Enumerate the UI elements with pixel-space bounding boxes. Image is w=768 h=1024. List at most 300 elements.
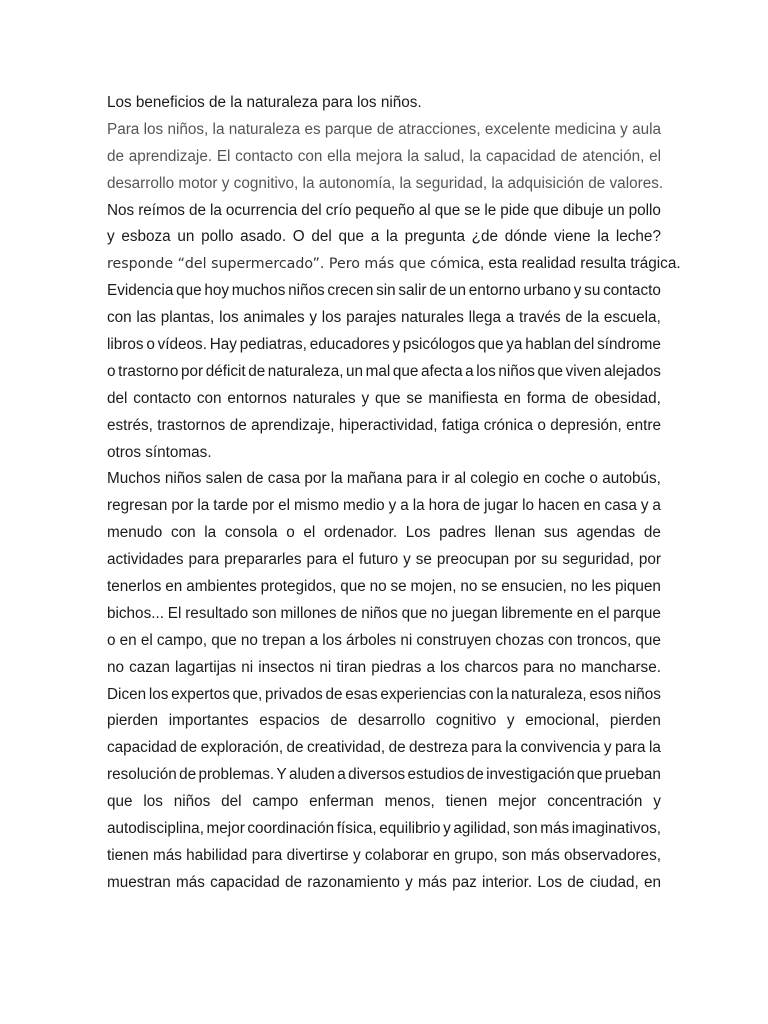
- word: para: [306, 551, 338, 569]
- word: parque: [613, 604, 661, 622]
- word: protegidos,: [260, 578, 337, 596]
- text-line: [107, 520, 661, 547]
- word: prepararles: [224, 551, 302, 569]
- word: el: [140, 631, 153, 649]
- word: son: [501, 846, 527, 864]
- word: de: [376, 120, 394, 138]
- word: hablan: [525, 336, 572, 354]
- word: enferman: [309, 793, 374, 811]
- word: razonamiento: [307, 873, 400, 891]
- word: mojen,: [410, 578, 457, 596]
- word: coordinación: [247, 820, 335, 838]
- word: salir: [398, 282, 427, 300]
- word: pequeño: [355, 201, 415, 219]
- word: a: [426, 658, 435, 676]
- word: ambientes: [186, 578, 257, 596]
- word: llenan: [494, 524, 536, 542]
- word: grupo,: [454, 846, 498, 864]
- word: su: [584, 282, 601, 300]
- word: Nos: [107, 201, 135, 219]
- word: y: [107, 228, 115, 246]
- word: a: [400, 497, 409, 515]
- word: trastornos: [157, 416, 226, 434]
- word: de: [180, 739, 198, 757]
- word: prueban: [604, 766, 661, 784]
- word: déficit: [205, 362, 246, 380]
- word: capacidad: [210, 873, 280, 891]
- word: se: [464, 201, 481, 219]
- word: sin: [376, 282, 396, 300]
- word: piedras: [371, 658, 422, 676]
- word: más: [530, 846, 560, 864]
- word: el: [597, 604, 610, 622]
- word: en: [523, 470, 541, 488]
- word: los: [321, 309, 342, 327]
- text-line: [107, 789, 661, 816]
- text-segment: ica, esta realidad resulta trágica.: [460, 255, 681, 273]
- word: niños: [361, 604, 398, 622]
- word: atención,: [582, 147, 645, 165]
- word: bichos...: [107, 604, 164, 622]
- word: los: [143, 793, 163, 811]
- word: investigación: [486, 766, 575, 784]
- word: ni: [241, 658, 254, 676]
- word: autobús,: [602, 470, 661, 488]
- text-line: [107, 305, 661, 332]
- word: que: [434, 201, 461, 219]
- word: leche?: [615, 228, 661, 246]
- word: al: [418, 201, 431, 219]
- text-line: [107, 198, 661, 225]
- word: excelente: [484, 120, 551, 138]
- word: de: [246, 470, 264, 488]
- word: O: [292, 228, 305, 246]
- word: hoy: [204, 282, 230, 300]
- word: y: [620, 120, 628, 138]
- word: Evidencia: [107, 282, 174, 300]
- text-line: [107, 117, 661, 144]
- word: del: [301, 201, 322, 219]
- word: estudios: [407, 766, 465, 784]
- word: futuro: [358, 551, 399, 569]
- word: coche: [544, 470, 586, 488]
- word: el: [278, 497, 291, 515]
- word: para: [523, 658, 554, 676]
- word: imaginativos,: [571, 820, 661, 838]
- word: problemas.: [198, 766, 275, 784]
- word: que: [635, 631, 661, 649]
- word: del: [573, 336, 595, 354]
- word: agendas: [576, 524, 636, 542]
- word: la: [496, 685, 509, 703]
- word: jugar: [484, 497, 519, 515]
- word: mejor: [498, 793, 537, 811]
- word: ensucien,: [501, 578, 567, 596]
- word: de: [188, 201, 206, 219]
- text-line: [107, 144, 661, 171]
- word: reímos: [138, 201, 185, 219]
- word: pollo: [201, 228, 234, 246]
- word: de: [565, 309, 583, 327]
- word: la: [209, 201, 222, 219]
- word: le: [484, 201, 497, 219]
- word: experiencias: [380, 685, 467, 703]
- word: ciudad,: [589, 873, 639, 891]
- word: que: [533, 201, 559, 219]
- word: aprendizaje,: [251, 416, 335, 434]
- word: de: [567, 873, 585, 891]
- word: tenerlos: [107, 578, 162, 596]
- word: muestran: [107, 873, 171, 891]
- word: privados: [265, 685, 323, 703]
- word: para: [471, 739, 502, 757]
- word: la: [385, 228, 398, 246]
- word: ocurrencia: [225, 201, 298, 219]
- word: de: [388, 739, 406, 757]
- word: dibuje: [562, 201, 604, 219]
- word: niños,: [167, 120, 209, 138]
- text-line: [107, 278, 661, 305]
- word: millones: [280, 604, 337, 622]
- word: salen: [205, 470, 243, 488]
- word: ¿de: [471, 228, 499, 246]
- word: afecta: [420, 362, 463, 380]
- word: más: [418, 873, 447, 891]
- word: pediatras,: [239, 336, 307, 354]
- word: y: [309, 309, 317, 327]
- word: y: [405, 873, 413, 891]
- word: y: [361, 389, 370, 407]
- word: El: [216, 147, 231, 165]
- word: padres: [439, 524, 486, 542]
- word: ir: [441, 470, 450, 488]
- word: colaborar: [364, 846, 429, 864]
- word: lo: [522, 497, 534, 515]
- word: les: [591, 578, 612, 596]
- word: de: [330, 712, 348, 730]
- word: menos,: [384, 793, 435, 811]
- word: tiran: [336, 658, 367, 676]
- word: importantes: [168, 712, 249, 730]
- word: educadores: [309, 336, 390, 354]
- word: o: [286, 524, 295, 542]
- word: convivencia: [520, 739, 601, 757]
- word: colegio: [470, 470, 519, 488]
- word: son: [512, 820, 538, 838]
- word: sus: [544, 524, 568, 542]
- word: a: [309, 631, 319, 649]
- word: que,: [232, 685, 263, 703]
- word: y: [506, 712, 515, 730]
- word: concentración: [547, 793, 643, 811]
- word: paz: [452, 873, 477, 891]
- word: y: [388, 497, 397, 515]
- text-line: [107, 359, 661, 386]
- word: que: [537, 362, 564, 380]
- text-line: [107, 574, 661, 601]
- word: se: [406, 389, 423, 407]
- word: con: [170, 524, 196, 542]
- word: esas: [345, 685, 378, 703]
- word: trastorno: [118, 362, 179, 380]
- word: urbano: [523, 282, 572, 300]
- word: esos: [589, 685, 622, 703]
- word: de: [285, 873, 303, 891]
- word: física,: [336, 820, 377, 838]
- word: tarde: [213, 497, 249, 515]
- word: forma: [526, 389, 566, 407]
- word: través: [519, 309, 561, 327]
- word: a: [465, 362, 474, 380]
- text-line: [107, 601, 661, 628]
- word: del: [221, 793, 242, 811]
- word: o: [537, 416, 546, 434]
- word: y: [352, 846, 361, 864]
- word: mejora: [355, 147, 403, 165]
- word: viven: [565, 362, 602, 380]
- word: que: [211, 631, 237, 649]
- word: campo: [252, 793, 299, 811]
- word: mejor: [206, 820, 245, 838]
- word: más: [152, 846, 182, 864]
- word: se: [390, 578, 407, 596]
- word: de: [248, 362, 266, 380]
- word: la: [597, 228, 610, 246]
- word: depresión,: [550, 416, 622, 434]
- word: y: [653, 793, 661, 811]
- text-segment: responde “del supermercado”. Pero más que cóm: [107, 256, 461, 273]
- word: diversos: [348, 766, 406, 784]
- word: por: [181, 362, 204, 380]
- word: que: [107, 793, 133, 811]
- word: de: [571, 389, 589, 407]
- word: chozas: [495, 631, 544, 649]
- word: pregunta: [404, 228, 465, 246]
- word: un: [177, 228, 195, 246]
- word: se: [415, 551, 432, 569]
- word: de: [340, 604, 358, 622]
- word: que: [375, 389, 401, 407]
- word: a: [337, 766, 346, 784]
- text-line: desarrollo motor y cognitivo, la autonomía, la seguridad, la adquisición de valores.: [107, 174, 664, 192]
- word: no: [369, 578, 387, 596]
- word: hiperactividad,: [338, 416, 438, 434]
- word: el: [303, 524, 316, 542]
- word: el: [342, 551, 354, 569]
- word: Los: [405, 524, 431, 542]
- word: al: [454, 470, 467, 488]
- word: ni: [400, 631, 413, 649]
- word: entre: [626, 416, 661, 434]
- word: los: [322, 631, 342, 649]
- word: piquen: [614, 578, 661, 596]
- word: para: [188, 551, 220, 569]
- word: la: [197, 497, 210, 515]
- word: creatividad,: [306, 739, 386, 757]
- word: en: [583, 497, 601, 515]
- word: de: [179, 766, 197, 784]
- word: del: [107, 389, 128, 407]
- word: interior.: [481, 873, 533, 891]
- word: habilidad: [186, 846, 248, 864]
- document-title: Los beneficios de la naturaleza para los niños.: [107, 94, 422, 111]
- word: Y: [276, 766, 287, 784]
- word: expertos: [171, 685, 230, 703]
- word: que: [338, 228, 365, 246]
- word: dónde: [504, 228, 548, 246]
- word: troncos,: [576, 631, 632, 649]
- word: resolución: [107, 766, 177, 784]
- word: resultado: [185, 604, 249, 622]
- word: de: [466, 766, 484, 784]
- text-line: [107, 708, 661, 735]
- word: mal: [365, 362, 391, 380]
- word: actividades: [107, 551, 184, 569]
- word: naturales: [292, 389, 356, 407]
- word: para: [614, 739, 646, 757]
- word: niños: [164, 470, 202, 488]
- word: la: [212, 120, 225, 138]
- text-line: [107, 466, 661, 493]
- word: crecen: [327, 282, 374, 300]
- word: un: [607, 201, 625, 219]
- word: naturaleza,: [510, 685, 587, 703]
- word: que: [392, 362, 419, 380]
- word: a: [505, 309, 515, 327]
- word: Muchos: [107, 470, 161, 488]
- word: mancharse.: [581, 658, 661, 676]
- word: ya: [506, 336, 523, 354]
- word: del: [311, 228, 332, 246]
- word: insectos: [258, 658, 315, 676]
- word: los: [219, 309, 239, 327]
- text-line: [107, 843, 661, 870]
- word: naturaleza,: [267, 362, 344, 380]
- word: contacto: [603, 282, 661, 300]
- word: crónica: [483, 416, 533, 434]
- text-line: [107, 762, 661, 789]
- word: por: [252, 497, 275, 515]
- word: naturaleza: [228, 120, 301, 138]
- text-line: [107, 493, 661, 520]
- word: es: [304, 120, 321, 138]
- word: equilibrio: [379, 820, 441, 838]
- word: naturales: [400, 309, 464, 327]
- text-line: [107, 816, 661, 843]
- word: psicólogos: [402, 336, 476, 354]
- word: por: [514, 551, 537, 569]
- word: por: [304, 470, 327, 488]
- word: la: [330, 470, 343, 488]
- word: libros: [107, 336, 144, 354]
- word: capacidad: [486, 147, 556, 165]
- word: árboles: [346, 631, 397, 649]
- word: no: [430, 604, 448, 622]
- word: mañana: [346, 470, 403, 488]
- word: vídeos.: [157, 336, 207, 354]
- word: crío: [325, 201, 352, 219]
- word: un: [448, 282, 466, 300]
- word: que: [340, 578, 366, 596]
- text-line: [107, 224, 661, 251]
- word: y: [403, 551, 411, 569]
- word: con: [107, 309, 132, 327]
- text-line: [107, 735, 661, 762]
- word: pierden: [107, 712, 159, 730]
- word: exploración,: [200, 739, 284, 757]
- word: y: [443, 820, 451, 838]
- word: o: [107, 362, 116, 380]
- word: de: [286, 739, 304, 757]
- word: medicina: [554, 120, 616, 138]
- word: entorno: [468, 282, 521, 300]
- word: no: [558, 658, 576, 676]
- word: manifiesta: [428, 389, 499, 407]
- text-line: [107, 655, 661, 682]
- word: divertirse: [286, 846, 349, 864]
- text-line: otros síntomas.: [107, 443, 212, 461]
- word: se: [481, 578, 498, 596]
- word: tienen: [445, 793, 488, 811]
- word: la: [505, 739, 518, 757]
- word: por: [638, 551, 661, 569]
- word: salud,: [423, 147, 465, 165]
- word: esboza: [121, 228, 171, 246]
- word: para: [406, 470, 438, 488]
- word: pide: [500, 201, 530, 219]
- word: la: [412, 497, 425, 515]
- word: pollo: [628, 201, 661, 219]
- word: juegan: [451, 604, 498, 622]
- word: los: [148, 685, 169, 703]
- word: por: [171, 497, 194, 515]
- word: de: [325, 685, 343, 703]
- word: estrés,: [107, 416, 153, 434]
- text-line: [107, 682, 661, 709]
- word: la: [407, 147, 420, 165]
- word: para: [251, 846, 283, 864]
- word: lagartijas: [174, 658, 237, 676]
- word: en: [643, 873, 661, 891]
- word: parajes: [346, 309, 397, 327]
- word: en: [165, 578, 183, 596]
- word: y: [640, 497, 649, 515]
- word: que: [576, 766, 603, 784]
- word: campo,: [156, 631, 208, 649]
- word: la: [649, 739, 661, 757]
- word: no: [107, 658, 125, 676]
- word: de: [560, 147, 578, 165]
- word: aula: [632, 120, 661, 138]
- word: ordenador.: [323, 524, 398, 542]
- text-line: [107, 547, 661, 574]
- word: de: [463, 497, 481, 515]
- word: fatiga: [441, 416, 480, 434]
- word: plantas,: [160, 309, 215, 327]
- word: menudo: [107, 524, 163, 542]
- word: cognitivo: [435, 712, 497, 730]
- word: y: [573, 282, 582, 300]
- word: cazan: [129, 658, 170, 676]
- word: contacto: [235, 147, 293, 165]
- word: tienen: [107, 846, 149, 864]
- text-line: [107, 251, 681, 278]
- word: o: [146, 336, 155, 354]
- word: mismo: [294, 497, 340, 515]
- word: hacen: [537, 497, 580, 515]
- word: las: [136, 309, 156, 327]
- word: casa: [604, 497, 637, 515]
